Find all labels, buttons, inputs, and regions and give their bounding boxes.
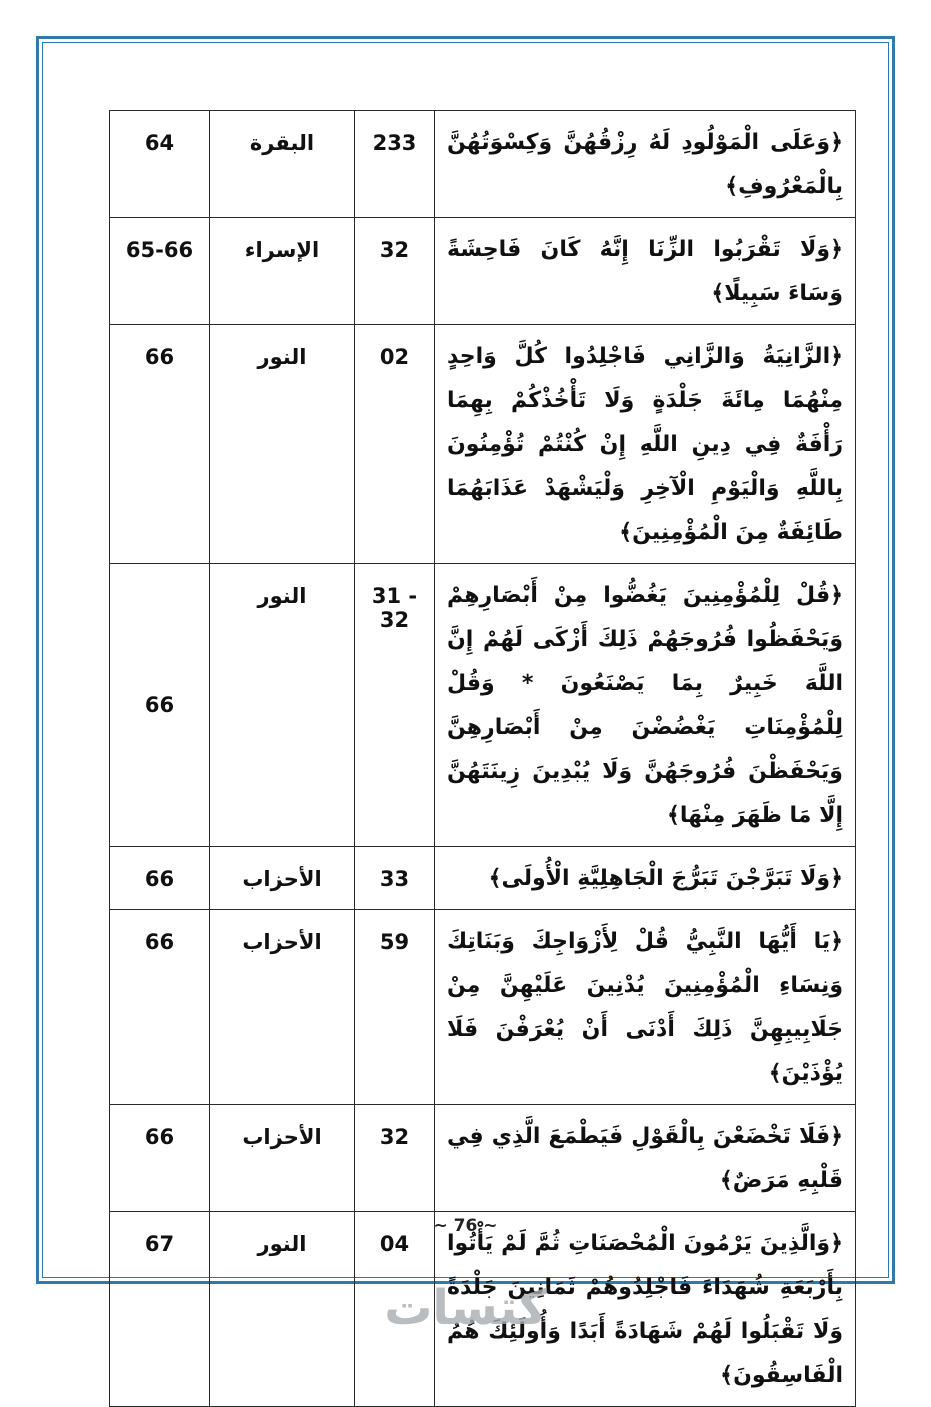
- watermark-text: كتسات: [384, 1280, 547, 1336]
- surah-name-cell: الإسراء: [210, 218, 355, 325]
- page-number-cell: 65-66: [110, 218, 210, 325]
- verse-number-cell: 33: [355, 847, 435, 910]
- verse-text-cell: ﴿فَلَا تَخْضَعْنَ بِالْقَوْلِ فَيَطْمَعَ الَّذِي فِي قَلْبِهِ مَرَضٌ﴾: [435, 1105, 856, 1212]
- verse-text-cell: ﴿وَلَا تَقْرَبُوا الزِّنَا إِنَّهُ كَانَ فَاحِشَةً وَسَاءَ سَبِيلًا﴾: [435, 218, 856, 325]
- page-number-cell: 66: [110, 325, 210, 564]
- table-row: [110, 111, 856, 218]
- verses-table-body: [110, 111, 856, 1407]
- page-number-cell: 66: [110, 1105, 210, 1212]
- verse-number-cell: 31 - 32: [355, 564, 435, 847]
- page-number-footer: ~ 76 ~: [433, 1216, 498, 1236]
- verse-text-cell: ﴿قُلْ لِلْمُؤْمِنِينَ يَغُضُّوا مِنْ أَبْصَارِهِمْ وَيَحْفَظُوا فُرُوجَهُمْ ذَلِكَ أَزْكَى لَهُمْ إِنَّ اللَّهَ خَبِيرٌ بِمَا يَصْنَعُونَ * وَقُلْ لِلْمُؤْمِنَاتِ يَغْضُضْنَ مِنْ أَبْصَارِهِنَّ وَيَحْفَظْنَ فُرُوجَهُنَّ وَلَا يُبْدِينَ زِينَتَهُنَّ إِلَّا مَا ظَهَرَ مِنْهَا﴾: [435, 564, 856, 847]
- verse-text-cell: ﴿الزَّانِيَةُ وَالزَّانِي فَاجْلِدُوا كُلَّ وَاحِدٍ مِنْهُمَا مِائَةَ جَلْدَةٍ وَلَا تَأْخُذْكُمْ بِهِمَا رَأْفَةٌ فِي دِينِ اللَّهِ إِنْ كُنْتُمْ تُؤْمِنُونَ بِاللَّهِ وَالْيَوْمِ الْآخِرِ وَلْيَشْهَدْ عَذَابَهُمَا طَائِفَةٌ مِنَ الْمُؤْمِنِينَ﴾: [435, 325, 856, 564]
- surah-name-cell: النور: [210, 1212, 355, 1407]
- surah-name-cell: الأحزاب: [210, 910, 355, 1105]
- table-row: [110, 218, 856, 325]
- page-number-cell: 66: [110, 847, 210, 910]
- surah-name-cell: الأحزاب: [210, 847, 355, 910]
- verse-number-cell: 32: [355, 218, 435, 325]
- verse-number-cell: 59: [355, 910, 435, 1105]
- table-row: [110, 325, 856, 564]
- verse-text-cell: ﴿وَعَلَى الْمَوْلُودِ لَهُ رِزْقُهُنَّ وَكِسْوَتُهُنَّ بِالْمَعْرُوفِ﴾: [435, 111, 856, 218]
- verse-text-cell: ﴿وَلَا تَبَرَّجْنَ تَبَرُّجَ الْجَاهِلِيَّةِ الْأُولَى﴾: [435, 847, 856, 910]
- verse-number-cell: 02: [355, 325, 435, 564]
- verses-table-container: [110, 110, 856, 1407]
- page-number-cell: 66: [110, 910, 210, 1105]
- table-row: [110, 564, 856, 847]
- verse-text-cell: ﴿وَالَّذِينَ يَرْمُونَ الْمُحْصَنَاتِ ثُمَّ لَمْ يَأْتُوا بِأَرْبَعَةِ شُهَدَاءَ فَاجْلِدُوهُمْ ثَمَانِينَ جَلْدَةً وَلَا تَقْبَلُوا لَهُمْ شَهَادَةً أَبَدًا وَأُولَئِكَ هُمُ الْفَاسِقُونَ﴾: [435, 1212, 856, 1407]
- verse-text-cell: ﴿يَا أَيُّهَا النَّبِيُّ قُلْ لِأَزْوَاجِكَ وَبَنَاتِكَ وَنِسَاءِ الْمُؤْمِنِينَ يُدْنِينَ عَلَيْهِنَّ مِنْ جَلَابِيبِهِنَّ ذَلِكَ أَدْنَى أَنْ يُعْرَفْنَ فَلَا يُؤْذَيْنَ﴾: [435, 910, 856, 1105]
- surah-name-cell: الأحزاب: [210, 1105, 355, 1212]
- table-row: [110, 847, 856, 910]
- surah-name-cell: النور: [210, 325, 355, 564]
- page-number-cell: 67: [110, 1212, 210, 1407]
- table-row: [110, 1105, 856, 1212]
- page-number-cell: 66: [110, 564, 210, 847]
- surah-name-cell: النور: [210, 564, 355, 847]
- verse-number-cell: 233: [355, 111, 435, 218]
- verse-number-cell: 32: [355, 1105, 435, 1212]
- verse-number-cell: 04: [355, 1212, 435, 1407]
- verses-table: [109, 110, 856, 1407]
- table-row: [110, 910, 856, 1105]
- page-number-cell: 64: [110, 111, 210, 218]
- surah-name-cell: البقرة: [210, 111, 355, 218]
